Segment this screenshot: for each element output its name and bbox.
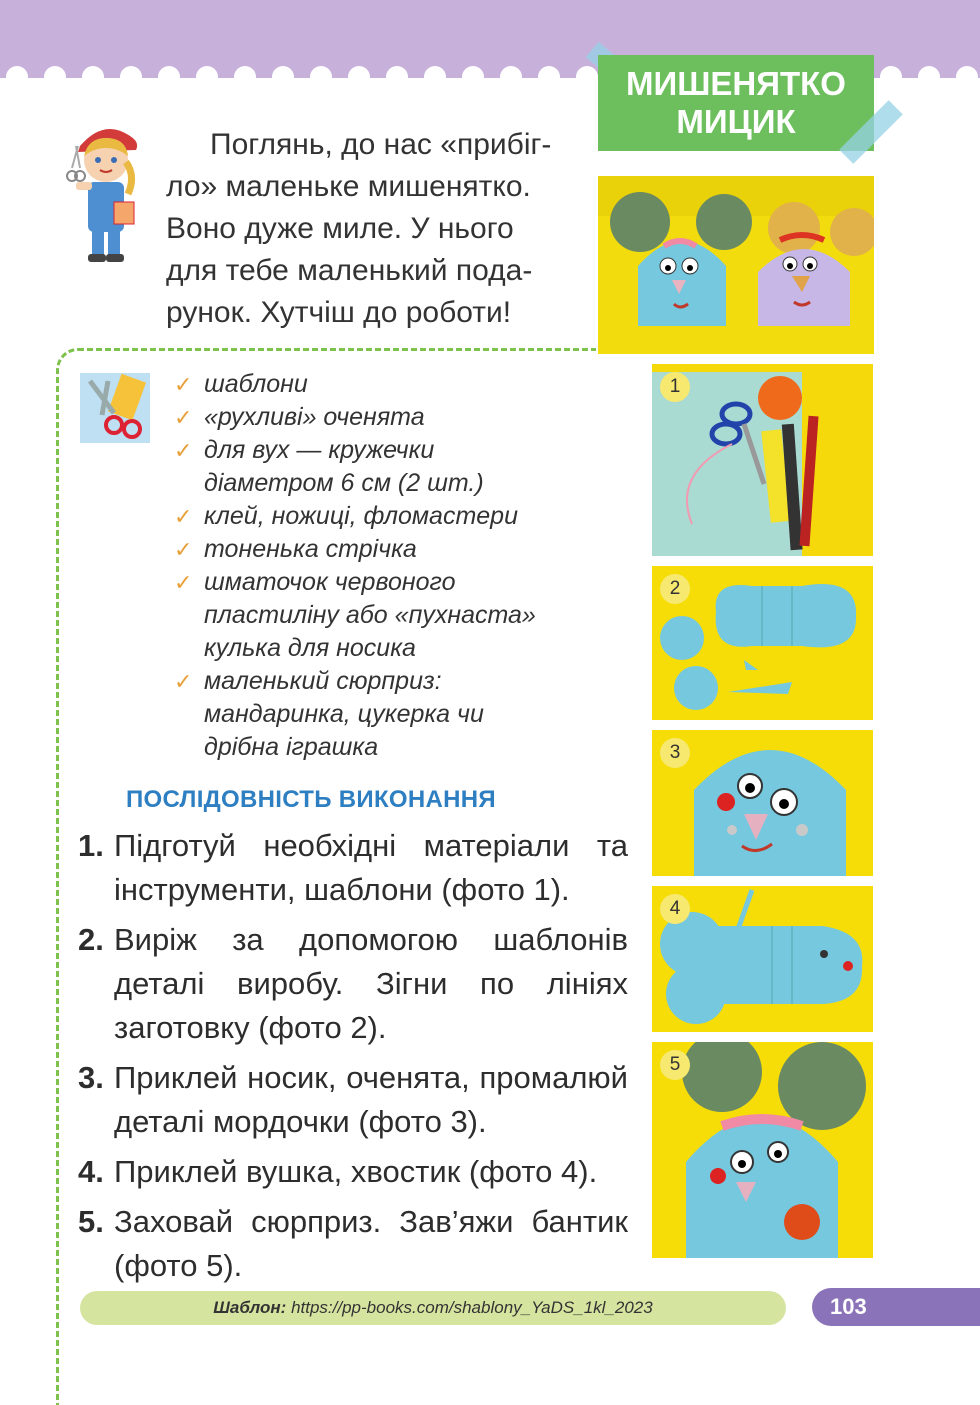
scissors-tools-icon [80, 373, 152, 443]
scallop-dot [424, 66, 446, 88]
material-item: ✓ шматочок червоного пластиліну або «пухнаста» кулька для носика [172, 566, 592, 665]
step-number: 3. [78, 1060, 104, 1095]
step-item [78, 824, 628, 912]
step-photo-2 [652, 566, 873, 720]
scallop-dot [880, 66, 902, 88]
page-number: 103 [812, 1288, 980, 1326]
step-item [78, 1150, 628, 1194]
scallop-dot [196, 66, 218, 88]
step-number: 1. [78, 828, 104, 863]
material-item: ✓ маленький сюрприз: мандаринка, цукерка чи дрібна іграшка [172, 665, 512, 764]
scallop-dot [6, 66, 28, 88]
step-photo-5 [652, 1042, 873, 1258]
intro-line: Поглянь, до нас «прибіг- [210, 128, 552, 161]
material-item: ✓ шаблони [172, 368, 622, 401]
step-item [78, 1056, 628, 1144]
step-number: 4. [78, 1154, 104, 1189]
title-line-1: МИШЕНЯТКО [626, 65, 846, 102]
scallop-dot [272, 66, 294, 88]
material-item: ✓ для вух — кружечки діаметром 6 см (2 шт.) [172, 434, 502, 500]
template-link-bar [80, 1291, 786, 1325]
page-title [598, 55, 874, 151]
title-line-2: МИЦИК [676, 103, 796, 140]
scallop-dot [386, 66, 408, 88]
sequence-title: ПОСЛІДОВНІСТЬ ВИКОНАННЯ [126, 786, 496, 813]
intro-text [166, 124, 576, 334]
template-label: Шаблон: [213, 1298, 287, 1317]
intro-line: Воно дуже миле. У нього [166, 212, 514, 245]
scallop-dot [538, 66, 560, 88]
scallop-dot [956, 66, 978, 88]
photo-number-badge: 5 [660, 1050, 690, 1080]
photo-number-badge: 3 [660, 738, 690, 768]
scallop-dot [44, 66, 66, 88]
material-item: ✓ «рухливі» оченята [172, 401, 622, 434]
step-photo-1 [652, 364, 873, 556]
girl-with-scissors-illustration [58, 116, 150, 266]
step-number: 2. [78, 922, 104, 957]
template-url[interactable]: https://pp-books.com/shablony_YaDS_1kl_2023 [291, 1298, 653, 1317]
step-number: 5. [78, 1204, 104, 1239]
scallop-dot [82, 66, 104, 88]
step-text: Заховай сюрприз. Зав’яжи бантик (фото 5). [114, 1204, 628, 1283]
scallop-dot [348, 66, 370, 88]
photo-number-badge: 4 [660, 894, 690, 924]
material-item: ✓ тоненька стрічка [172, 533, 622, 566]
step-item [78, 1200, 628, 1288]
scallop-dot [918, 66, 940, 88]
step-text: Приклей вушка, хвостик (фото 4). [114, 1154, 598, 1189]
scallop-dot [500, 66, 522, 88]
intro-line: ло» маленьке мишенятко. [166, 170, 531, 203]
step-text: Виріж за допомогою шаблонів деталі виробу. Зігни по лініях заготовку (фото 2). [114, 922, 628, 1045]
intro-line: рунок. Хутчіш до роботи! [166, 296, 512, 329]
step-photo-4 [652, 886, 873, 1032]
material-item: ✓ клей, ножиці, фломастери [172, 500, 622, 533]
intro-line: для тебе маленький пода- [166, 254, 533, 287]
scallop-dot [120, 66, 142, 88]
step-text: Приклей носик, оченята, промалюй деталі мордочки (фото 3). [114, 1060, 628, 1139]
step-text: Підготуй необхідні матеріали та інструменти, шаблони (фото 1). [114, 828, 628, 907]
scallop-dot [462, 66, 484, 88]
scallop-dot [234, 66, 256, 88]
scallop-dot [576, 66, 598, 88]
step-item [78, 918, 628, 1050]
steps-list [78, 824, 628, 1294]
scallop-dot [158, 66, 180, 88]
photo-number-badge: 2 [660, 574, 690, 604]
step-photo-3 [652, 730, 873, 876]
photo-number-badge: 1 [660, 372, 690, 402]
scallop-dot [310, 66, 332, 88]
materials-list [172, 368, 622, 764]
finished-mice-photo [598, 176, 874, 354]
